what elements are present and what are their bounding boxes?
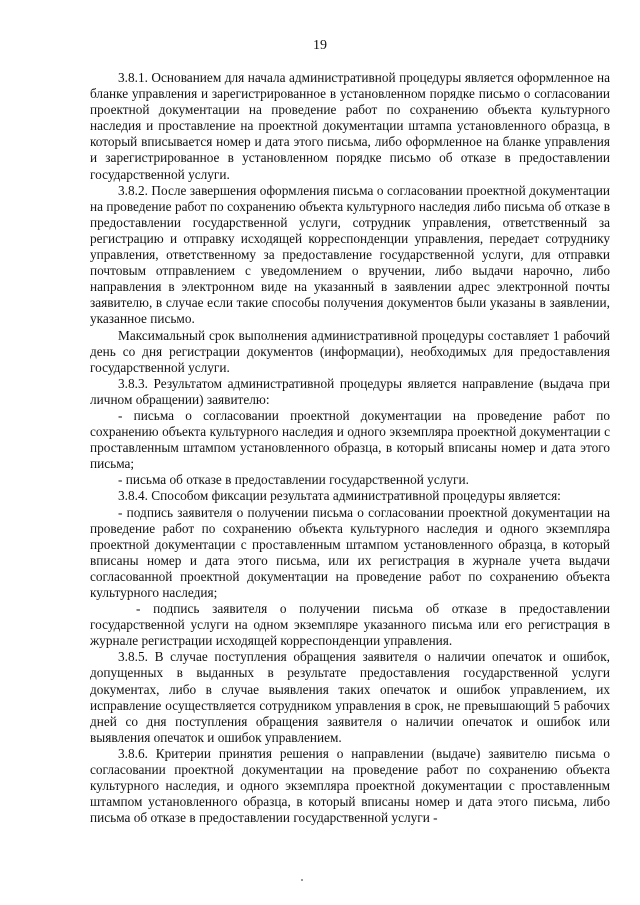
page-number: 19 — [313, 38, 327, 53]
paragraph-3-8-5: 3.8.5. В случае поступления обращения заявителя о наличии опечаток и ошибок, допущенных в выданных в результате предоставления государственной услуги документах, либо в случае выявления таких опечаток и ошибок управлением, их исправление осуществляется сотрудником управления в срок, не превышающий 5 рабочих дней со дня поступления обращения заявителя о наличии опечаток и ошибок или выявления опечаток и ошибок управлением. — [90, 649, 610, 745]
paragraph-3-8-2: 3.8.2. После завершения оформления письма о согласовании проектной документации на проведение работ по сохранению объекта культурного наследия либо письма об отказе в предоставлении государственной услуги, сотрудник управления, ответственный за регистрацию и отправку исходящей корреспонденции управления, передает сотруднику управления, ответственному за предоставление государственной услуги, для отправки почтовым отправлением с уведомлением о вручении, либо выдачи нарочно, либо направления в электронном виде на указанный в заявлении адрес электронной почты заявителю, в случае если такие способы получения документов были указаны в заявлении, указанное письмо. — [90, 182, 610, 327]
paragraph-3-8-1: 3.8.1. Основанием для начала административной процедуры является оформленное на бланке управления и зарегистрированное в установленном порядке письмо о согласовании проектной документации на проведение работ по сохранению объекта культурного наследия и проставление на проектной документации штампа установленного образца, в который вписывается номер и дата этого письма, либо оформленное на бланке управления и зарегистрированное в установленном порядке письмо об отказе в предоставлении государственной услуги. — [90, 70, 610, 182]
paragraph-3-8-4: 3.8.4. Способом фиксации результата административной процедуры является: — [118, 488, 561, 504]
list-item-signature-approval: - подпись заявителя о получении письма о согласовании проектной документации на проведение работ по сохранению объекта культурного наследия и одного экземпляра проектной документации с проставленным штампом установленного образца, в который вписаны номер и дата этого письма, или их регистрация в журнале учета выдачи согласованной проектной документации на проведение работ по сохранению объекта культурного наследия; — [90, 504, 610, 600]
scan-speck — [301, 879, 303, 881]
document-body — [90, 70, 610, 826]
paragraph-3-8-3: 3.8.3. Результатом административной процедуры является направление (выдача при личном обращении) заявителю: — [90, 375, 610, 407]
paragraph-3-8-6: 3.8.6. Критерии принятия решения о направлении (выдаче) заявителю письма о согласовании проектной документации на проведение работ по сохранению объекта культурного наследия, и одного экземпляра проектной документации с проставленным штампом установленного образца, в который вписаны номер и дата этого письма, либо письма об отказе в предоставлении государственной услуги - — [90, 745, 610, 826]
list-item-refusal-letter: - письма об отказе в предоставлении государственной услуги. — [118, 472, 469, 488]
list-item-signature-refusal: - подпись заявителя о получении письма об отказе в предоставлении государственной услуги на одном экземпляре указанного письма или его регистрация в журнале регистрации исходящей корреспонденции управления. — [90, 601, 610, 649]
list-item-approval-letter: - письма о согласовании проектной документации на проведение работ по сохранению объекта культурного наследия и одного экземпляра проектной документации с проставленным штампом установленного образца, в который вписаны номер и дата этого письма; — [90, 407, 610, 472]
paragraph-max-term: Максимальный срок выполнения административной процедуры составляет 1 рабочий день со дня регистрации документов (информации), необходимых для предоставления государственной услуги. — [90, 327, 610, 375]
